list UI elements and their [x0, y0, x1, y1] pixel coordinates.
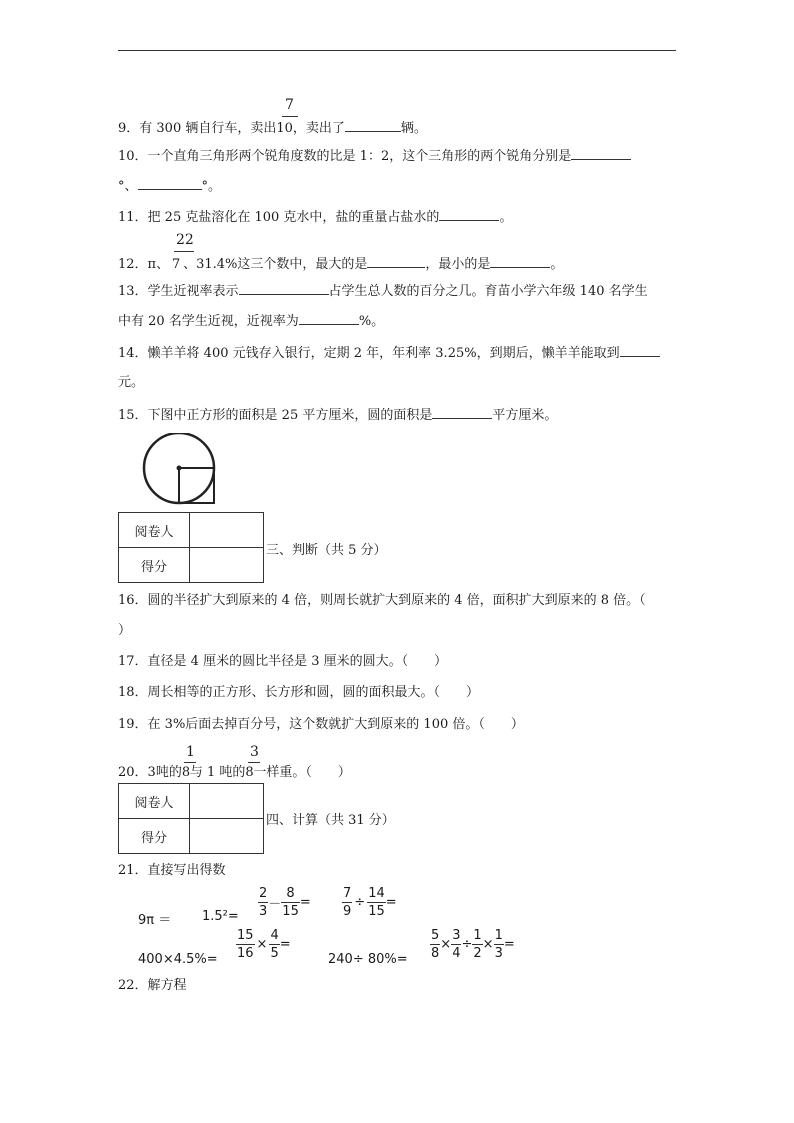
question-10-line2: °、 °。: [118, 176, 221, 196]
question-16: 16．圆的半径扩大到原来的 4 倍，则周长就扩大到原来的 4 倍，面积扩大到原来的 8 倍。（: [118, 593, 646, 608]
header-rule: [118, 50, 676, 51]
score-table: [118, 783, 264, 854]
question-13-line2: 中有 20 名学生近视，近视率为 %。: [118, 311, 384, 331]
q20-frac1-bar: [184, 762, 196, 763]
calc-240-div-80-percent: 240÷ 80%=: [328, 952, 408, 967]
answer-blank[interactable]: [138, 176, 202, 190]
question-10: 10．一个直角三角形两个锐角度数的比是 1：2，这个三角形的两个锐角分别是: [118, 146, 631, 166]
question-20: 20．3吨的8与 1 吨的8一样重。（ ）: [118, 765, 351, 780]
reviewer-cell[interactable]: [190, 513, 264, 548]
section-4-heading: 四、计算（共 31 分）: [266, 813, 395, 828]
calc-15-16-times-4-5: $\frac{15}{16}$ × $\frac{4}{5}$ =: [237, 928, 291, 961]
q9-frac-num: 7: [285, 97, 294, 113]
q9-frac-den: 10: [276, 121, 293, 136]
question-11: 11．把 25 克盐溶化在 100 克水中，盐的重量占盐水的 。: [118, 207, 512, 227]
question-15: 15．下图中正方形的面积是 25 平方厘米，圆的面积是 平方厘米。: [118, 405, 557, 425]
calc-400-times-4-5-percent: 400×4.5%=: [138, 952, 218, 967]
calc-1-5-squared: 1.5²=: [202, 909, 239, 924]
q12-frac-num: 22: [176, 232, 194, 248]
reviewer-label: 阅卷人: [119, 784, 190, 819]
calc-9pi: 9π ＝: [138, 913, 172, 928]
q12-frac-bar: [174, 251, 194, 252]
question-17: 17．直径是 4 厘米的圆比半径是 3 厘米的圆大。（ ）: [118, 654, 448, 669]
q20-frac2-bar: [248, 762, 260, 763]
q20-frac2-num: 3: [250, 744, 259, 760]
q20-frac2-den: 8: [245, 765, 254, 780]
q12-frac-den: 7: [171, 257, 181, 272]
question-19: 19．在 3%后面去掉百分号，这个数就扩大到原来的 100 倍。（ ）: [118, 717, 524, 732]
question-13: 13．学生近视率表示 占学生总人数的百分之几。育苗小学六年级 140 名学生: [118, 281, 648, 301]
question-21: 21．直接写出得数: [118, 863, 226, 878]
question-22: 22．解方程: [118, 978, 187, 993]
q20-frac1-num: 1: [186, 744, 195, 760]
answer-blank[interactable]: [299, 311, 359, 325]
reviewer-label: 阅卷人: [119, 513, 190, 548]
circle-center-dot: [177, 466, 182, 471]
question-9: 9．有 300 辆自行车，卖出10，卖出了 辆。: [118, 118, 427, 138]
reviewer-cell[interactable]: [190, 784, 264, 819]
answer-blank[interactable]: [367, 254, 425, 268]
q20-frac1-den: 8: [181, 765, 191, 780]
question-14: 14．懒羊羊将 400 元钱存入银行，定期 2 年，年利率 3.25%，到期后，懒羊羊能取到: [118, 343, 660, 363]
answer-blank[interactable]: [571, 146, 631, 160]
calc-2-3-minus-8-15: $\frac{2}{3}$ － $\frac{8}{15}$ =: [259, 886, 311, 919]
answer-blank[interactable]: [239, 281, 329, 295]
answer-blank[interactable]: [432, 405, 492, 419]
question-14-line2: 元。: [118, 375, 145, 390]
answer-blank[interactable]: [345, 118, 401, 132]
answer-blank[interactable]: [490, 254, 550, 268]
calc-7-9-div-14-15: $\frac{7}{9}$ ÷ $\frac{14}{15}$ =: [343, 886, 397, 919]
calc-mixed-fractions: $\frac{5}{8}$ × $\frac{3}{4}$ ÷ $\frac{1}{2}$ × $\frac{1}{3}$ =: [431, 928, 515, 961]
answer-blank[interactable]: [620, 343, 660, 357]
score-table: [118, 512, 264, 583]
score-label: 得分: [119, 548, 190, 583]
question-12: 12．π、 7 、31.4%这三个数中，最大的是 ，最小的是 。: [118, 254, 563, 274]
question-16-line2: ）: [118, 623, 132, 638]
answer-blank[interactable]: [439, 207, 499, 221]
section-3-heading: 三、判断（共 5 分）: [266, 543, 387, 558]
score-cell[interactable]: [190, 548, 264, 583]
score-label: 得分: [119, 819, 190, 854]
score-cell[interactable]: [190, 819, 264, 854]
q9-frac-bar: [282, 116, 298, 117]
circle-square-figure: [140, 433, 220, 509]
question-18: 18．周长相等的正方形、长方形和圆，圆的面积最大。（ ）: [118, 685, 480, 700]
